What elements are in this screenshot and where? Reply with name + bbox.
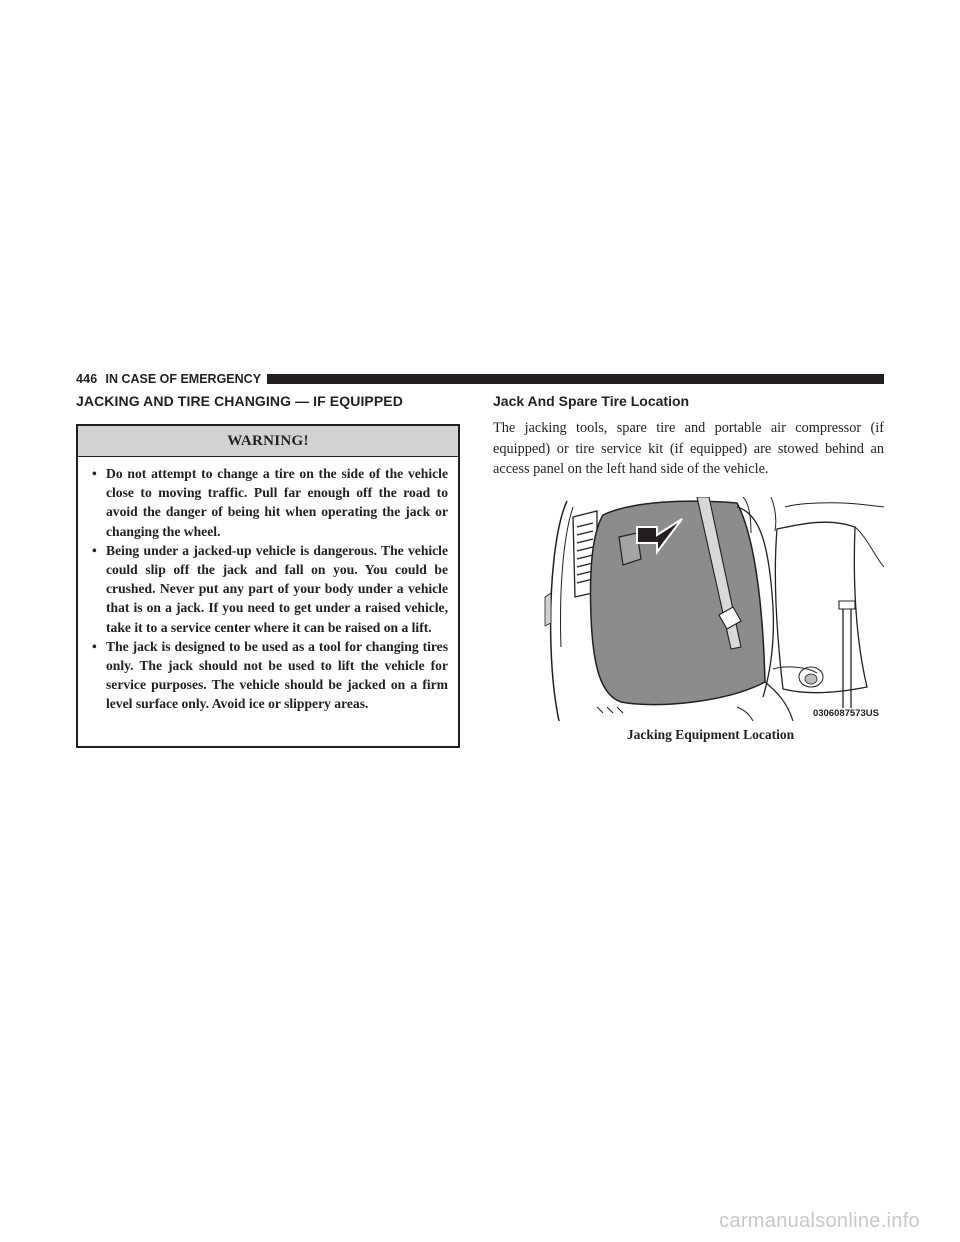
figure-code: 0306087573US (812, 708, 879, 719)
warning-item (90, 541, 448, 637)
vehicle-interior-drawing (537, 497, 884, 721)
warning-item-text: The jack is designed to be used as a tool for changing tires only. The jack should not be used to lift the vehicle for service purposes. The vehicle should be jacked on a firm level surface only. Avoid ice or slippery areas. (106, 638, 448, 712)
jacking-equipment-illustration (537, 497, 884, 721)
bullet-icon: • (92, 466, 97, 481)
warning-item-text: Do not attempt to change a tire on the side of the vehicle close to moving traffic. Pull far enough off the road to avoid the danger of being hit when operating the jack or changing the wheel. (106, 466, 448, 539)
warning-item-text: Being under a jacked-up vehicle is dangerous. The vehicle could slip off the jack and fall on you. You could be crushed. Never put any part of your body under a vehicle that is on a jack. If you need to get under a raised vehicle, take it to a service center where it can be raised on a lift. (106, 542, 448, 635)
watermark: carmanualsonline.info (719, 1210, 920, 1232)
right-heading: Jack And Spare Tire Location (493, 393, 690, 409)
header-rule (267, 374, 884, 384)
bullet-icon: • (92, 542, 97, 558)
body-paragraph: The jacking tools, spare tire and portable air compressor (if equipped) or tire service kit (if equipped) are stowed behind an access panel on the left hand side of the vehicle. (493, 420, 884, 477)
page-number: 446 (76, 371, 98, 386)
section-title: IN CASE OF EMERGENCY (105, 371, 262, 386)
bullet-icon: • (92, 638, 97, 654)
warning-list (78, 457, 458, 714)
figure-caption: Jacking Equipment Location (626, 727, 795, 742)
left-heading: JACKING AND TIRE CHANGING — IF EQUIPPED (76, 393, 403, 409)
warning-item (90, 637, 448, 714)
running-header (76, 372, 884, 385)
warning-title: WARNING! (78, 426, 458, 457)
warning-item (90, 464, 448, 541)
warning-box (76, 424, 460, 748)
